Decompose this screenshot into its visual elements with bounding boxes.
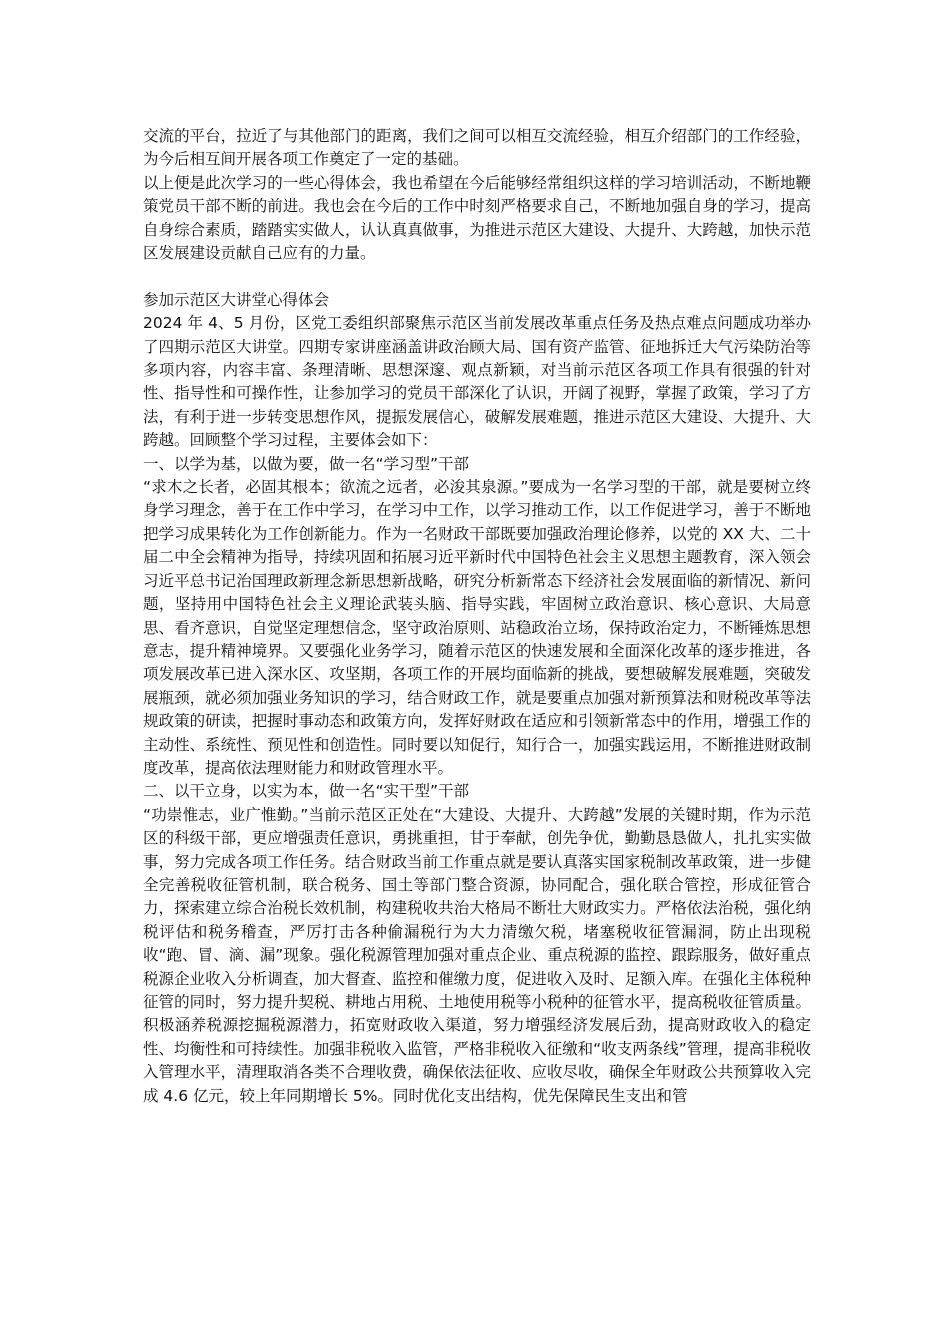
paragraph-intro-continued: 交流的平台，拉近了与其他部门的距离，我们之间可以相互交流经验，相互介绍部门的工作经验，为今后相互间开展各项工作奠定了一定的基础。	[143, 127, 811, 169]
blank-line	[143, 265, 811, 288]
section-title: 参加示范区大讲堂心得体会	[143, 290, 330, 309]
paragraph-conclusion: 以上便是此次学习的一些心得体会，我也希望在今后能够经常组织这样的学习培训活动，不断地鞭策党员干部不断的前进。我也会在今后的工作中时刻严格要求自己，不断地加强自身的学习，提高自身综合素质，踏踏实实做人，认认真真做事，为推进示范区大建设、大提升、大跨越，加快示范区发展建设贡献自己应有的力量。	[143, 173, 811, 263]
paragraph-overview: 2024 年 4、5 月份，区党工委组织部聚焦示范区当前发展改革重点任务及热点难点问题成功举办了四期示范区大讲堂。四期专家讲座涵盖讲政治顾大局、国有资产监管、征地拆迁大气污染防治等多项内容，内容丰富、条理清晰、思想深邃、观点新颖，对当前示范区各项工作具有很强的针对性、指导性和可操作性，让参加学习的党员干部深化了认识，开阔了视野，掌握了政策，学习了方法，有利于进一步转变思想作风，提振发展信心，破解发展难题，推进示范区大建设、大提升、大跨越。回顾整个学习过程，主要体会如下：	[143, 314, 811, 450]
document-body	[143, 125, 811, 1108]
paragraph-practice: “功崇惟志，业广惟勤。”当前示范区正处在“大建设、大提升、大跨越”发展的关键时期，作为示范区的科级干部，更应增强责任意识，勇挑重担，甘于奉献，创先争优，勤勤恳恳做人，扎扎实实做事，努力完成各项工作任务。结合财政当前工作重点就是要认真落实国家税制改革政策，进一步健全完善税收征管机制，联合税务、国土等部门整合资源，协同配合，强化联合管控，形成征管合力，探索建立综合治税长效机制，构建税收共治大格局不断壮大财政实力。严格依法治税，强化纳税评估和税务稽查，严厉打击各种偷漏税行为大力清缴欠税，堵塞税收征管漏洞，防止出现税收“跑、冒、滴、漏”现象。强化税源管理加强对重点企业、重点税源的监控、跟踪服务，做好重点税源企业收入分析调查，加大督查、监控和催缴力度，促进收入及时、足额入库。在强化主体税种征管的同时，努力提升契税、耕地占用税、土地使用税等小税种的征管水平，提高税收征管质量。积极涵养税源挖掘税源潜力，拓宽财政收入渠道，努力增强经济发展后劲，提高财政收入的稳定性、均衡性和可持续性。加强非税收入监管，严格非税收入征缴和“收支两条线”管理，提高非税收入管理水平，清理取消各类不合理收费，确保依法征收、应收尽收，确保全年财政公共预算收入完成 4.6 亿元，较上年同期增长 5%。同时优化支出结构，优先保障民生支出和管	[143, 805, 811, 1105]
heading-one: 一、以学为基，以做为要，做一名“学习型”干部	[143, 454, 470, 473]
paragraph-learning: “求木之长者，必固其根本；欲流之远者，必浚其泉源。”要成为一名学习型的干部，就是要树立终身学习理念，善于在工作中学习，在学习中工作，以学习推动工作，以工作促进学习，善于不断地把学习成果转化为工作创新能力。作为一名财政干部既要加强政治理论修养，以党的 XX 大、二十届二中全会精神为指导，持续巩固和拓展习近平新时代中国特色社会主义思想主题教育，深入领会习近平总书记治国理政新理念新思想新战略，研究分析新常态下经济社会发展面临的新情况、新问题，坚持用中国特色社会主义理论武装头脑、指导实践，牢固树立政治意识、核心意识、大局意思、看齐意识，自觉坚定理想信念，坚守政治原则、站稳政治立场，保持政治定力，不断锤炼思想意志，提升精神境界。又要强化业务学习，随着示范区的快速发展和全面深化改革的逐步推进，各项发展改革已进入深水区、攻坚期，各项工作的开展均面临新的挑战，要想破解发展难题，突破发展瓶颈，就必须加强业务知识的学习，结合财政工作，就是要重点加强对新预算法和财税改革等法规政策的研读，把握时事动态和政策方向，发挥好财政在适应和引领新常态中的作用，增强工作的主动性、系统性、预见性和创造性。同时要以知促行，知行合一，加强实践运用，不断推进财政制度改革，提高依法理财能力和财政管理水平。	[143, 478, 811, 777]
heading-two: 二、以干立身，以实为本，做一名“实干型”干部	[143, 782, 470, 801]
